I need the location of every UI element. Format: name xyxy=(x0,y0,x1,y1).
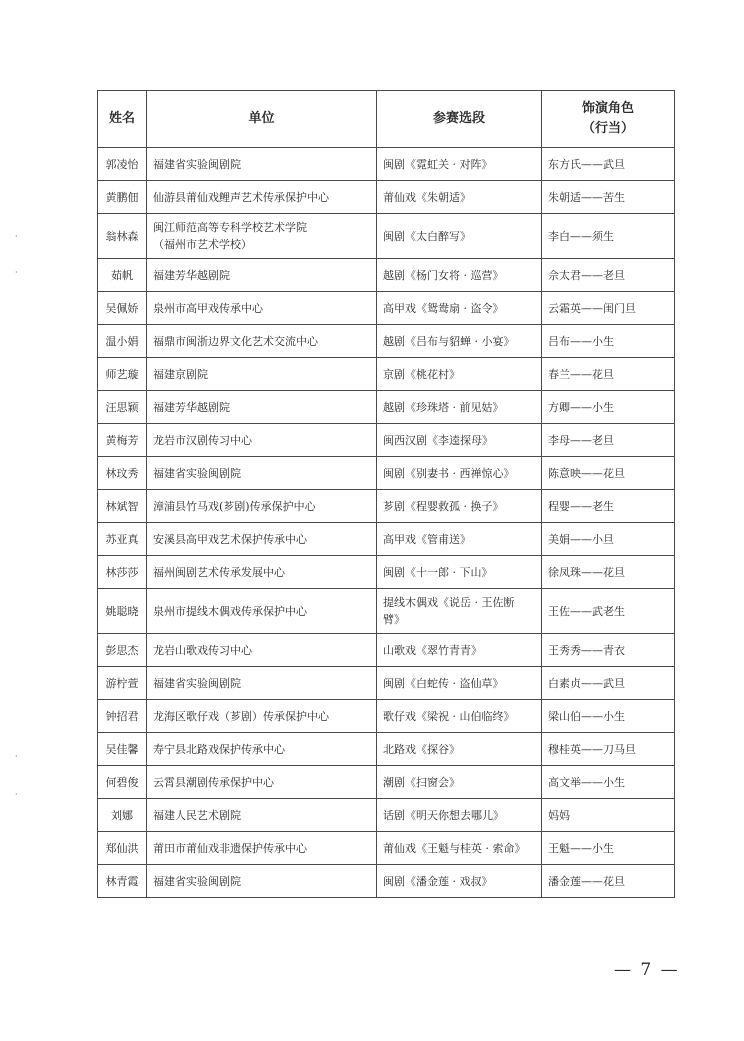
cell-name: 游柠萱 xyxy=(98,667,147,700)
cell-unit xyxy=(147,148,377,181)
cell-play-line: 高甲戏《管甫送》 xyxy=(383,532,471,546)
cell-play-line: 北路戏《探谷》 xyxy=(383,742,460,756)
cell-name: 林莎莎 xyxy=(98,556,147,589)
cell-play xyxy=(377,700,542,733)
cell-unit xyxy=(147,865,377,898)
cell-play xyxy=(377,523,542,556)
cell-name: 茹帆 xyxy=(98,259,147,292)
cell-role: 朱朝适——苦生 xyxy=(542,181,675,214)
cell-play-line: 芗剧《程婴救孤 · 换子》 xyxy=(383,499,504,513)
cell-play xyxy=(377,556,542,589)
cell-play-line: 提线木偶戏《说岳 · 王佐断 xyxy=(383,596,515,609)
margin-mark: · xyxy=(15,268,18,277)
margin-mark: · xyxy=(15,232,18,241)
header-role-line2: （行当） xyxy=(581,121,634,136)
cell-unit xyxy=(147,214,377,259)
cell-unit-line: 泉州市提线木偶戏传承保护中心 xyxy=(153,604,307,618)
cell-name: 林玟秀 xyxy=(98,457,147,490)
cell-play-line: 闽剧《别妻书 · 西禅惊心》 xyxy=(383,466,515,480)
cell-play-line: 莆仙戏《朱朝适》 xyxy=(383,190,471,204)
cell-unit xyxy=(147,634,377,667)
header-role xyxy=(542,91,675,148)
cell-name: 刘娜 xyxy=(98,799,147,832)
cell-name: 吴佩娇 xyxy=(98,292,147,325)
cell-unit xyxy=(147,490,377,523)
table-row xyxy=(98,589,675,634)
header-name: 姓名 xyxy=(98,91,147,148)
cell-unit xyxy=(147,733,377,766)
table-header-row xyxy=(98,91,675,148)
cell-name: 师艺璇 xyxy=(98,358,147,391)
cell-play-line: 京剧《桃花村》 xyxy=(383,367,460,381)
table-row xyxy=(98,391,675,424)
cell-unit xyxy=(147,667,377,700)
cell-unit-line: 闽江师范高等专科学校艺术学院 xyxy=(153,221,307,234)
table-row xyxy=(98,634,675,667)
cell-unit xyxy=(147,424,377,457)
cell-role: 李白——须生 xyxy=(542,214,675,259)
table-row xyxy=(98,358,675,391)
cell-play-line: 越剧《吕布与貂蝉 · 小宴》 xyxy=(383,334,515,348)
table-row xyxy=(98,490,675,523)
cell-play xyxy=(377,865,542,898)
cell-unit xyxy=(147,523,377,556)
cell-name: 温小娟 xyxy=(98,325,147,358)
cell-name: 郭凌怡 xyxy=(98,148,147,181)
cell-play xyxy=(377,457,542,490)
cell-role: 梁山伯——小生 xyxy=(542,700,675,733)
cell-unit-line: 泉州市高甲戏传承中心 xyxy=(153,301,263,315)
table-row xyxy=(98,865,675,898)
cell-play xyxy=(377,292,542,325)
cell-unit-line: 福州闽剧艺术传承发展中心 xyxy=(153,565,285,579)
cell-play-line: 高甲戏《鸳鸯扇 · 盗令》 xyxy=(383,301,504,315)
cell-unit-line: 莆田市莆仙戏非遗保护传承中心 xyxy=(153,841,307,855)
cell-role: 徐凤珠——花旦 xyxy=(542,556,675,589)
cell-play-line: 闽西汉剧《李逵探母》 xyxy=(383,433,493,447)
cell-play-line: 越剧《珍珠塔 · 前见姑》 xyxy=(383,400,504,414)
margin-mark: · xyxy=(15,752,18,761)
cell-role: 美娟——小旦 xyxy=(542,523,675,556)
cell-unit xyxy=(147,181,377,214)
cell-play-line: 闽剧《潘金莲 · 戏叔》 xyxy=(383,874,493,888)
header-play: 参赛选段 xyxy=(377,91,542,148)
margin-mark: · xyxy=(15,790,18,799)
table-row xyxy=(98,214,675,259)
cell-unit xyxy=(147,832,377,865)
cell-role: 东方氏——武旦 xyxy=(542,148,675,181)
cell-role: 王佐——武老生 xyxy=(542,589,675,634)
table-row xyxy=(98,325,675,358)
cell-unit xyxy=(147,391,377,424)
cell-unit xyxy=(147,259,377,292)
cell-unit xyxy=(147,457,377,490)
cell-unit-line: 福建芳华越剧院 xyxy=(153,268,230,282)
cell-name: 姚聪晓 xyxy=(98,589,147,634)
cell-name: 彭思杰 xyxy=(98,634,147,667)
cell-role: 穆桂英——刀马旦 xyxy=(542,733,675,766)
cell-unit xyxy=(147,292,377,325)
cell-name: 郑仙洪 xyxy=(98,832,147,865)
cell-unit-line: 福建京剧院 xyxy=(153,367,208,381)
cell-name: 林斌智 xyxy=(98,490,147,523)
cell-unit xyxy=(147,589,377,634)
cell-role: 陈意映——花旦 xyxy=(542,457,675,490)
cell-play xyxy=(377,181,542,214)
cell-role: 高文举——小生 xyxy=(542,766,675,799)
cell-unit xyxy=(147,556,377,589)
cell-play-line: 闽剧《霓虹关 · 对阵》 xyxy=(383,157,493,171)
cell-play-line: 潮剧《扫窗会》 xyxy=(383,775,460,789)
cell-play xyxy=(377,634,542,667)
cell-play xyxy=(377,148,542,181)
cell-unit-line: 龙岩市汉剧传习中心 xyxy=(153,433,252,447)
cell-play-line: 莆仙戏《王魁与桂英 · 索命》 xyxy=(383,841,526,855)
cell-unit-line: 福建省实验闽剧院 xyxy=(153,466,241,480)
table-row xyxy=(98,424,675,457)
header-unit: 单位 xyxy=(147,91,377,148)
cell-unit xyxy=(147,700,377,733)
cell-role: 云霜英——闺门旦 xyxy=(542,292,675,325)
cell-role: 李母——老旦 xyxy=(542,424,675,457)
cell-play xyxy=(377,733,542,766)
table-row xyxy=(98,667,675,700)
cell-role: 方卿——小生 xyxy=(542,391,675,424)
cell-name: 吴佳馨 xyxy=(98,733,147,766)
cell-unit xyxy=(147,325,377,358)
table-row xyxy=(98,799,675,832)
table-row xyxy=(98,766,675,799)
cell-unit-line: 福建省实验闽剧院 xyxy=(153,874,241,888)
cell-role: 妈妈 xyxy=(542,799,675,832)
cell-unit-line: 龙岩山歌戏传习中心 xyxy=(153,643,252,657)
table-row xyxy=(98,457,675,490)
cell-name: 苏亚真 xyxy=(98,523,147,556)
table-row xyxy=(98,181,675,214)
cell-unit xyxy=(147,766,377,799)
cell-name: 林青霞 xyxy=(98,865,147,898)
cell-role: 春兰——花旦 xyxy=(542,358,675,391)
cell-play xyxy=(377,391,542,424)
cell-play-line: 臂》 xyxy=(383,613,405,626)
cell-play-line: 山歌戏《翠竹青青》 xyxy=(383,643,482,657)
cell-play-line: 闽剧《十一郎 · 下山》 xyxy=(383,565,493,579)
roster-table xyxy=(97,90,675,898)
cell-unit-line: 福鼎市闽浙边界文化艺术交流中心 xyxy=(153,334,318,348)
cell-play xyxy=(377,325,542,358)
cell-play-line: 闽剧《太白醉写》 xyxy=(383,229,471,243)
table-row xyxy=(98,523,675,556)
cell-play xyxy=(377,490,542,523)
cell-role: 佘太君——老旦 xyxy=(542,259,675,292)
table-row xyxy=(98,832,675,865)
table-row xyxy=(98,148,675,181)
cell-play xyxy=(377,832,542,865)
cell-unit-line: 龙海区歌仔戏（芗剧）传承保护中心 xyxy=(153,709,329,723)
cell-name: 黄梅芳 xyxy=(98,424,147,457)
cell-unit-line: 云霄县潮剧传承保护中心 xyxy=(153,775,274,789)
cell-role: 王魁——小生 xyxy=(542,832,675,865)
cell-name: 翁林森 xyxy=(98,214,147,259)
cell-play-line: 闽剧《白蛇传 · 盗仙草》 xyxy=(383,676,504,690)
cell-play xyxy=(377,358,542,391)
cell-unit xyxy=(147,799,377,832)
cell-play-line: 越剧《杨门女将 · 巡营》 xyxy=(383,268,504,282)
cell-name: 汪思颖 xyxy=(98,391,147,424)
table-row xyxy=(98,292,675,325)
table-row xyxy=(98,259,675,292)
cell-unit-line: 漳浦县竹马戏(芗剧)传承保护中心 xyxy=(153,499,316,513)
cell-unit xyxy=(147,358,377,391)
cell-role: 吕布——小生 xyxy=(542,325,675,358)
cell-play xyxy=(377,799,542,832)
cell-unit-line: 福建省实验闽剧院 xyxy=(153,676,241,690)
cell-unit-line: 寿宁县北路戏保护传承中心 xyxy=(153,742,285,756)
cell-unit-line: 安溪县高甲戏艺术保护传承中心 xyxy=(153,532,307,546)
cell-play xyxy=(377,259,542,292)
cell-role: 王秀秀——青衣 xyxy=(542,634,675,667)
header-role-line1: 饰演角色 xyxy=(581,101,634,116)
cell-play xyxy=(377,214,542,259)
table-row xyxy=(98,733,675,766)
cell-role: 潘金莲——花旦 xyxy=(542,865,675,898)
cell-play xyxy=(377,667,542,700)
cell-name: 何碧俊 xyxy=(98,766,147,799)
cell-unit-line: （福州市艺术学校） xyxy=(153,238,252,251)
table-body xyxy=(98,148,675,898)
cell-unit-line: 仙游县莆仙戏鲤声艺术传承保护中心 xyxy=(153,190,329,204)
cell-role: 程婴——老生 xyxy=(542,490,675,523)
cell-play-line: 话剧《明天你想去哪儿》 xyxy=(383,808,504,822)
cell-role: 白素贞——武旦 xyxy=(542,667,675,700)
cell-unit-line: 福建芳华越剧院 xyxy=(153,400,230,414)
cell-name: 黄鹏佃 xyxy=(98,181,147,214)
table-row xyxy=(98,556,675,589)
cell-play xyxy=(377,589,542,634)
cell-play xyxy=(377,424,542,457)
cell-play xyxy=(377,766,542,799)
cell-unit-line: 福建人民艺术剧院 xyxy=(153,808,241,822)
cell-play-line: 歌仔戏《梁祝 · 山伯临终》 xyxy=(383,709,515,723)
page-number: — 7 — xyxy=(614,960,680,980)
cell-name: 钟招君 xyxy=(98,700,147,733)
cell-unit-line: 福建省实验闽剧院 xyxy=(153,157,241,171)
table-row xyxy=(98,700,675,733)
